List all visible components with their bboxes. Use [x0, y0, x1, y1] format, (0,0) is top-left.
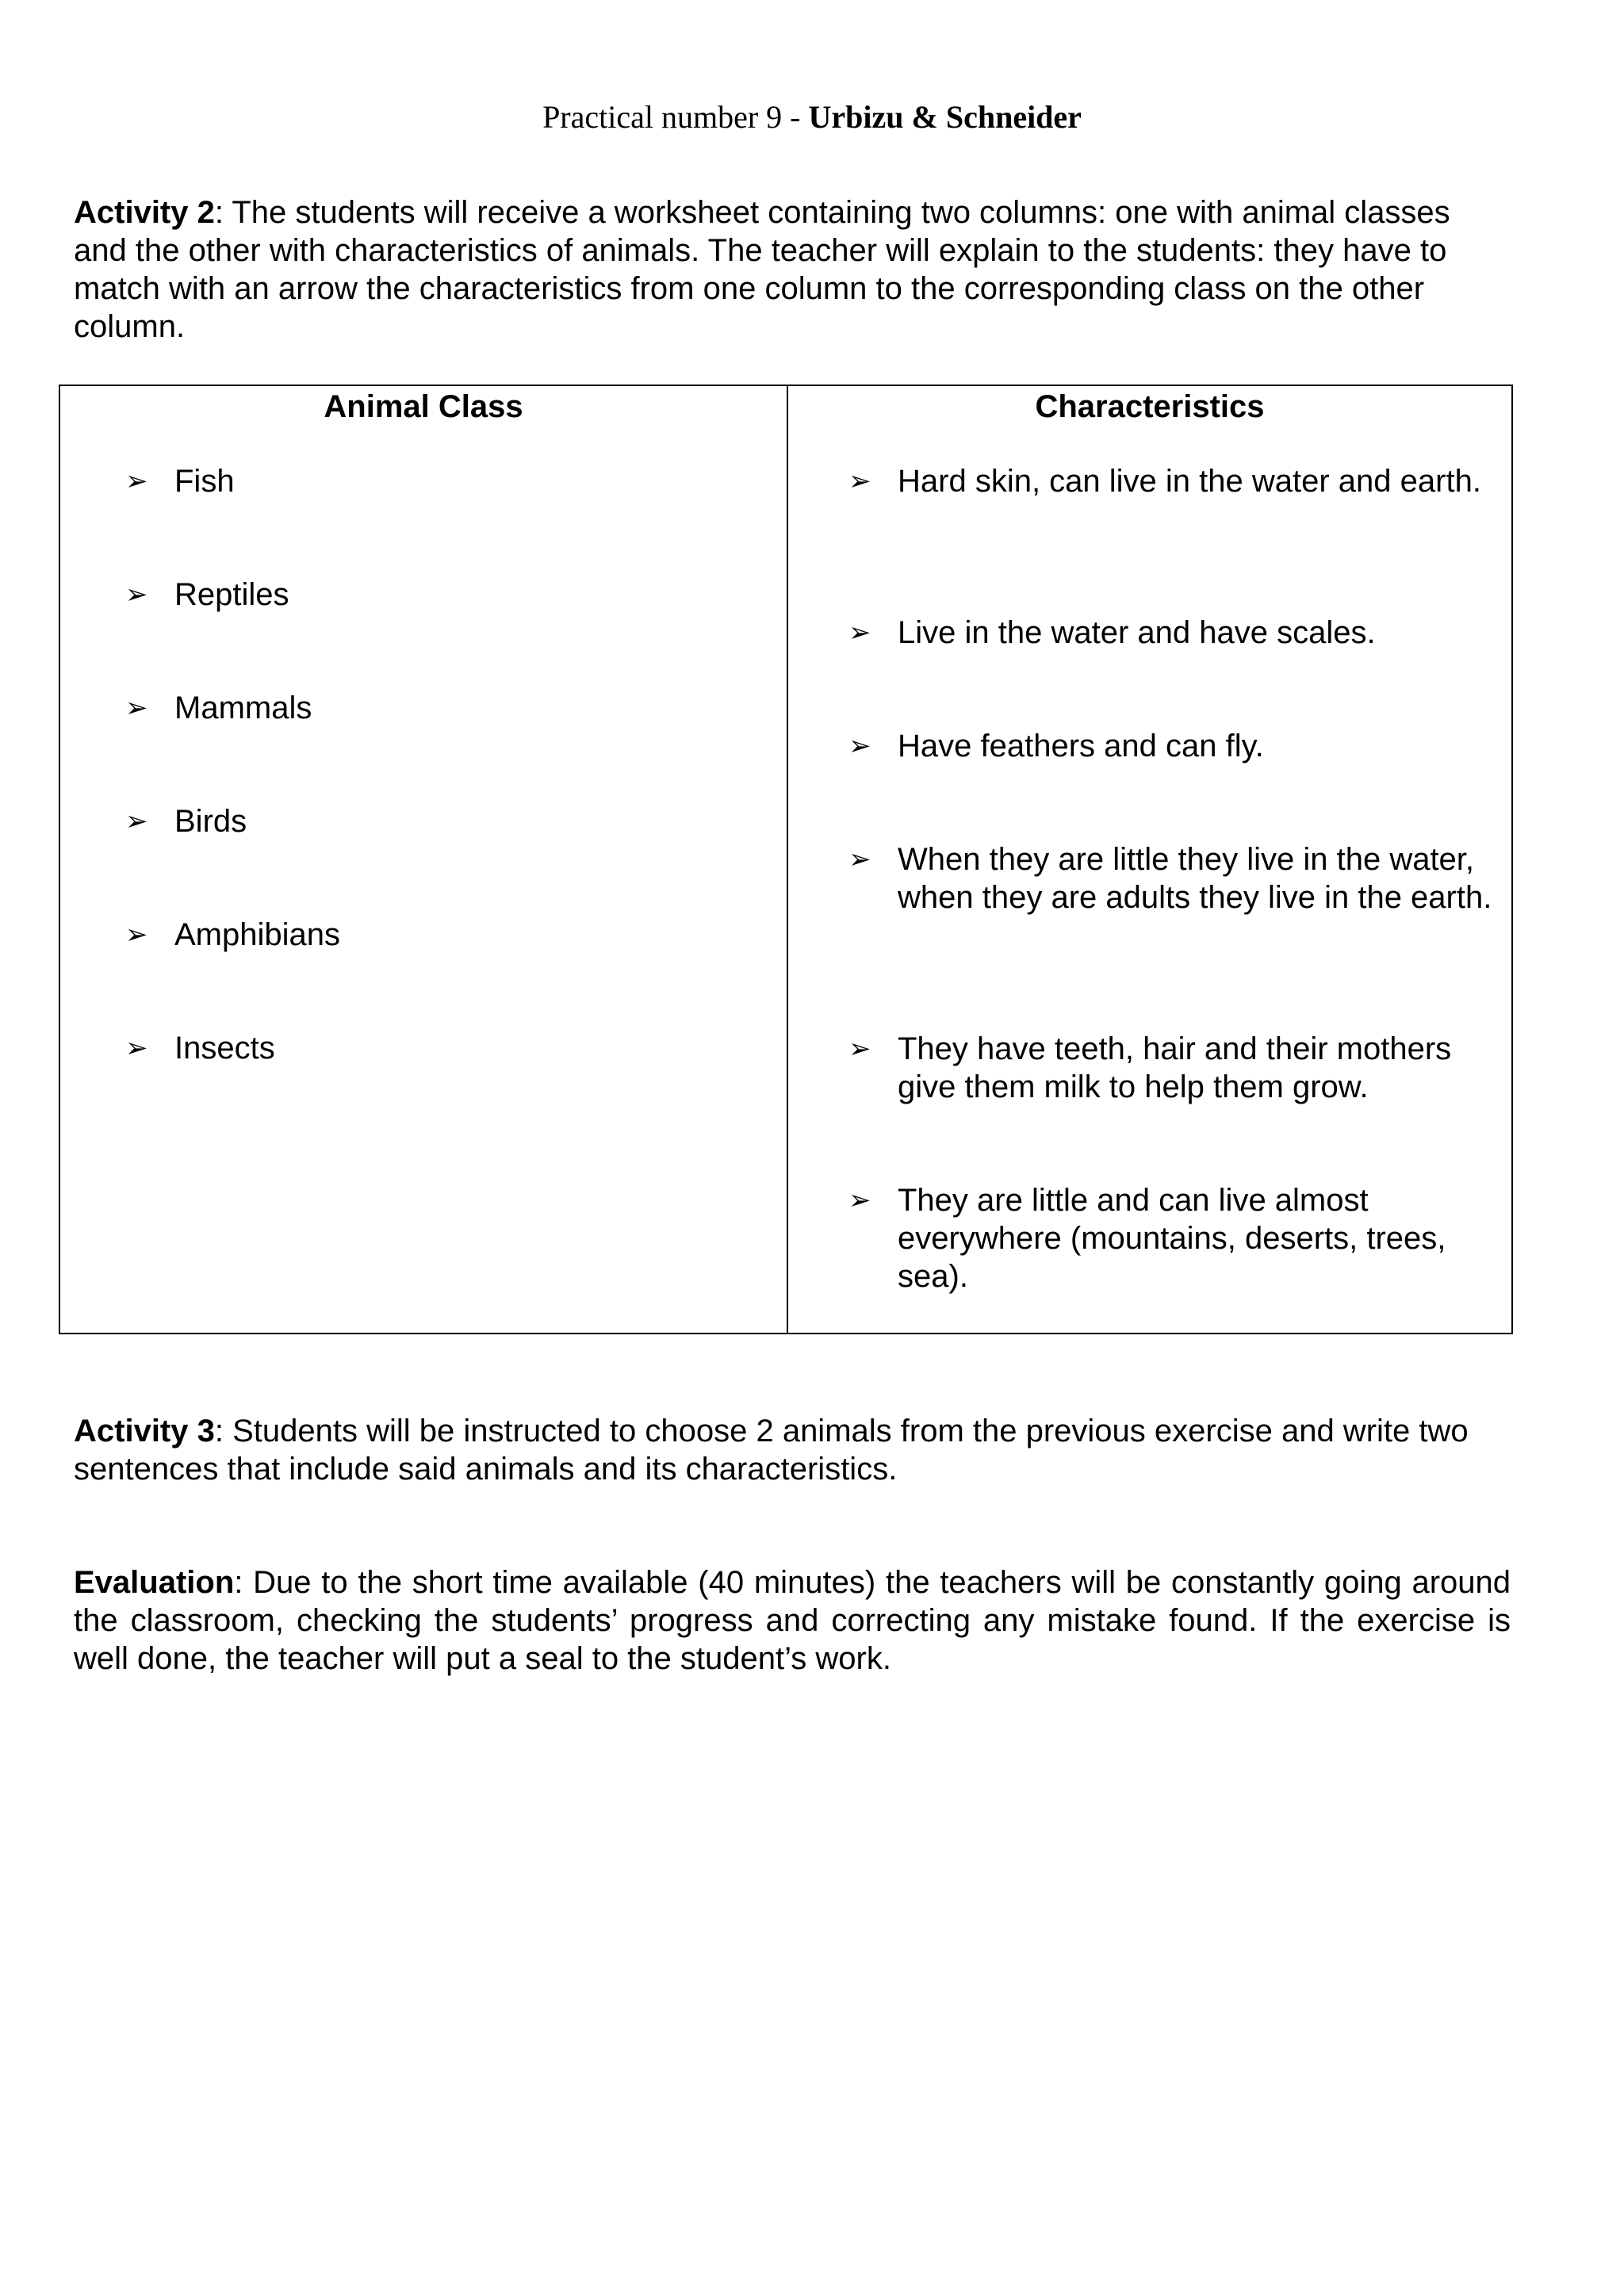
arrow-bullet-icon: ➢ [125, 693, 148, 723]
arrow-bullet-icon: ➢ [848, 466, 871, 496]
characteristic-text: Hard skin, can live in the water and earth. [898, 464, 1481, 499]
characteristic-text: They are little and can live almost everywhere (mountains, deserts, trees, sea). [898, 1183, 1446, 1294]
column-divider [787, 386, 788, 1333]
animal-class-header: Animal Class [324, 389, 523, 424]
arrow-bullet-icon: ➢ [125, 580, 148, 610]
arrow-bullet-icon: ➢ [125, 466, 148, 496]
characteristics-header: Characteristics [1035, 389, 1265, 424]
characteristic-text: They have teeth, hair and their mothers give them milk to help them grow. [898, 1031, 1452, 1104]
animal-class-label: Reptiles [174, 577, 289, 612]
animal-class-label: Mammals [174, 691, 312, 725]
activity-2-text: : The students will receive a worksheet containing two columns: one with animal classes and the other with characteristics of animals. The teacher will explain to the students: they have to match with an arrow the characteristics from one column to the corresponding class on the other column. [74, 195, 1450, 344]
arrow-bullet-icon: ➢ [125, 1033, 148, 1063]
characteristic-text: Have feathers and can fly. [898, 729, 1264, 763]
header-prefix: Practical number 9 - [542, 99, 809, 135]
arrow-bullet-icon: ➢ [848, 731, 871, 761]
evaluation-text: : Due to the short time available (40 minutes) the teachers will be constantly going around the classroom, checking the students’ progress and correcting any mistake found. If the exercise is well done, the teacher will put a seal to the student’s work. [74, 1565, 1511, 1676]
arrow-bullet-icon: ➢ [848, 1034, 871, 1064]
arrow-bullet-icon: ➢ [125, 806, 148, 836]
characteristic-text: Live in the water and have scales. [898, 615, 1376, 650]
animal-class-label: Amphibians [174, 917, 341, 952]
activity-3-text: : Students will be instructed to choose 2 animals from the previous exercise and write two sentences that include said animals and its characteristics. [74, 1414, 1469, 1487]
characteristic-text: When they are little they live in the water, when they are adults they live in the earth. [898, 842, 1492, 915]
arrow-bullet-icon: ➢ [848, 1185, 871, 1215]
evaluation-label: Evaluation [74, 1565, 235, 1600]
animal-class-label: Fish [174, 464, 235, 499]
animal-class-label: Insects [174, 1031, 275, 1066]
header-authors: Urbizu & Schneider [808, 99, 1082, 135]
activity-3-label: Activity 3 [74, 1414, 215, 1448]
arrow-bullet-icon: ➢ [848, 618, 871, 648]
page-header [0, 94, 1624, 141]
arrow-bullet-icon: ➢ [125, 920, 148, 950]
matching-table [59, 385, 1513, 1334]
activity-3-paragraph [74, 1412, 1509, 1488]
evaluation-paragraph [74, 1563, 1511, 1678]
arrow-bullet-icon: ➢ [848, 844, 871, 874]
activity-2-label: Activity 2 [74, 195, 215, 230]
animal-class-label: Birds [174, 804, 247, 839]
activity-2-paragraph [74, 193, 1509, 346]
